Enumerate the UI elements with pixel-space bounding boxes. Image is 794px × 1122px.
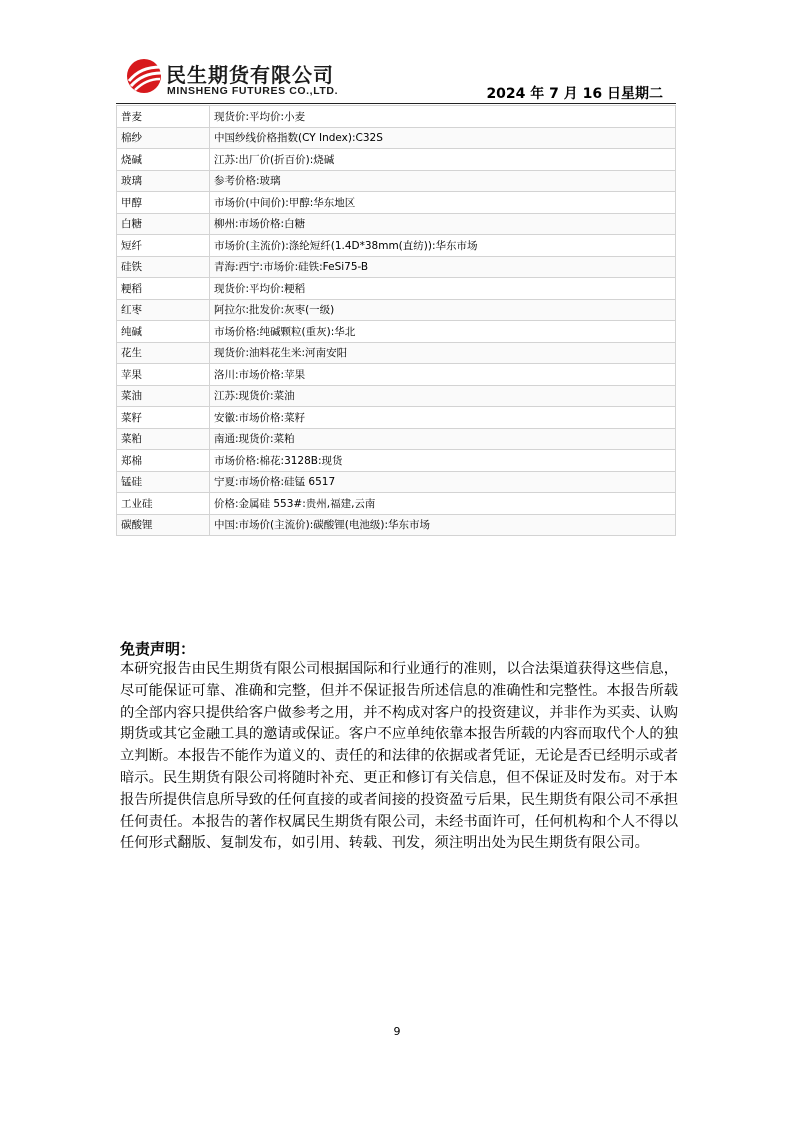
commodity-name-cell: 硅铁 [117, 256, 210, 278]
table-row [117, 192, 676, 214]
commodity-name-cell: 普麦 [117, 106, 210, 128]
price-source-cell: 阿拉尔:批发价:灰枣(一级) [210, 299, 676, 321]
price-source-cell: 青海:西宁:市场价:硅铁:FeSi75-B [210, 256, 676, 278]
table-row [117, 149, 676, 171]
minsheng-logo-icon [125, 57, 163, 95]
commodity-name-cell: 锰硅 [117, 471, 210, 493]
table-row [117, 471, 676, 493]
commodity-name-cell: 苹果 [117, 364, 210, 386]
logo-company-name-cn: 民生期货有限公司 [166, 63, 334, 87]
table-row [117, 342, 676, 364]
price-source-cell: 安徽:市场价格:菜籽 [210, 407, 676, 429]
table-row [117, 235, 676, 257]
price-source-cell: 中国:市场价(主流价):碳酸锂(电池级):华东市场 [210, 514, 676, 536]
price-source-cell: 市场价(主流价):涤纶短纤(1.4D*38mm(直纺)):华东市场 [210, 235, 676, 257]
commodity-name-cell: 棉纱 [117, 127, 210, 149]
table-row [117, 407, 676, 429]
price-source-cell: 参考价格:玻璃 [210, 170, 676, 192]
table-row [117, 213, 676, 235]
commodity-name-cell: 白糖 [117, 213, 210, 235]
disclaimer-title: 免责声明： [120, 640, 196, 658]
table-body [117, 106, 676, 536]
commodity-name-cell: 菜粕 [117, 428, 210, 450]
commodity-price-source-table [116, 105, 676, 536]
price-source-cell: 中国纱线价格指数(CY Index):C32S [210, 127, 676, 149]
price-source-cell: 宁夏:市场价格:硅锰 6517 [210, 471, 676, 493]
table-row [117, 514, 676, 536]
company-logo [125, 57, 365, 99]
table-row [117, 256, 676, 278]
table-row [117, 170, 676, 192]
commodity-name-cell: 工业硅 [117, 493, 210, 515]
commodity-name-cell: 短纤 [117, 235, 210, 257]
price-source-cell: 市场价格:棉花:3128B:现货 [210, 450, 676, 472]
price-source-cell: 江苏:现货价:菜油 [210, 385, 676, 407]
commodity-name-cell: 菜籽 [117, 407, 210, 429]
price-source-cell: 柳州:市场价格:白糖 [210, 213, 676, 235]
commodity-name-cell: 甲醇 [117, 192, 210, 214]
commodity-name-cell: 郑棉 [117, 450, 210, 472]
page-number: 9 [393, 1025, 401, 1038]
table-row [117, 278, 676, 300]
table-row [117, 127, 676, 149]
commodity-name-cell: 碳酸锂 [117, 514, 210, 536]
table-row [117, 299, 676, 321]
report-date: 2024 年 7 月 16 日星期二 [486, 86, 663, 102]
price-source-cell: 南通:现货价:菜粕 [210, 428, 676, 450]
commodity-name-cell: 花生 [117, 342, 210, 364]
price-source-cell: 现货价:油料花生米:河南安阳 [210, 342, 676, 364]
commodity-name-cell: 菜油 [117, 385, 210, 407]
header-divider [116, 103, 676, 104]
disclaimer-body: 本研究报告由民生期货有限公司根据国际和行业通行的准则，以合法渠道获得这些信息，尽可能保证可靠、准确和完整，但并不保证报告所述信息的准确性和完整性。本报告所载的全部内容只提供给客户做参考之用，并不构成对客户的投资建议，并非作为买卖、认购期货或其它金融工具的邀请或保证。客户不应单纯依靠本报告所载的内容而取代个人的独立判断。本报告不能作为道义的、责任的和法律的依据或者凭证，无论是否已经明示或者暗示。民生期货有限公司将随时补充、更正和修订有关信息，但不保证及时发布。对于本报告所提供信息所导致的任何直接的或者间接的投资盈亏后果，民生期货有限公司不承担任何责任。本报告的著作权属民生期货有限公司，未经书面许可，任何机构和个人不得以任何形式翻版、复制发布，如引用、转载、刊发，须注明出处为民生期货有限公司。 [120, 661, 678, 852]
table-row [117, 385, 676, 407]
table-row [117, 106, 676, 128]
commodity-name-cell: 纯碱 [117, 321, 210, 343]
table-row [117, 364, 676, 386]
price-source-cell: 现货价:平均价:粳稻 [210, 278, 676, 300]
commodity-name-cell: 红枣 [117, 299, 210, 321]
commodity-name-cell: 烧碱 [117, 149, 210, 171]
logo-company-name-en: MINSHENG FUTURES CO.,LTD. [167, 85, 339, 97]
price-source-cell: 价格:金属硅 553#:贵州,福建,云南 [210, 493, 676, 515]
table-row [117, 428, 676, 450]
commodity-name-cell: 玻璃 [117, 170, 210, 192]
price-source-cell: 江苏:出厂价(折百价):烧碱 [210, 149, 676, 171]
price-source-cell: 市场价(中间价):甲醇:华东地区 [210, 192, 676, 214]
commodity-name-cell: 粳稻 [117, 278, 210, 300]
table-row [117, 493, 676, 515]
table-row [117, 321, 676, 343]
table-row [117, 450, 676, 472]
price-source-cell: 市场价格:纯碱颗粒(重灰):华北 [210, 321, 676, 343]
price-source-cell: 现货价:平均价:小麦 [210, 106, 676, 128]
price-source-cell: 洛川:市场价格:苹果 [210, 364, 676, 386]
